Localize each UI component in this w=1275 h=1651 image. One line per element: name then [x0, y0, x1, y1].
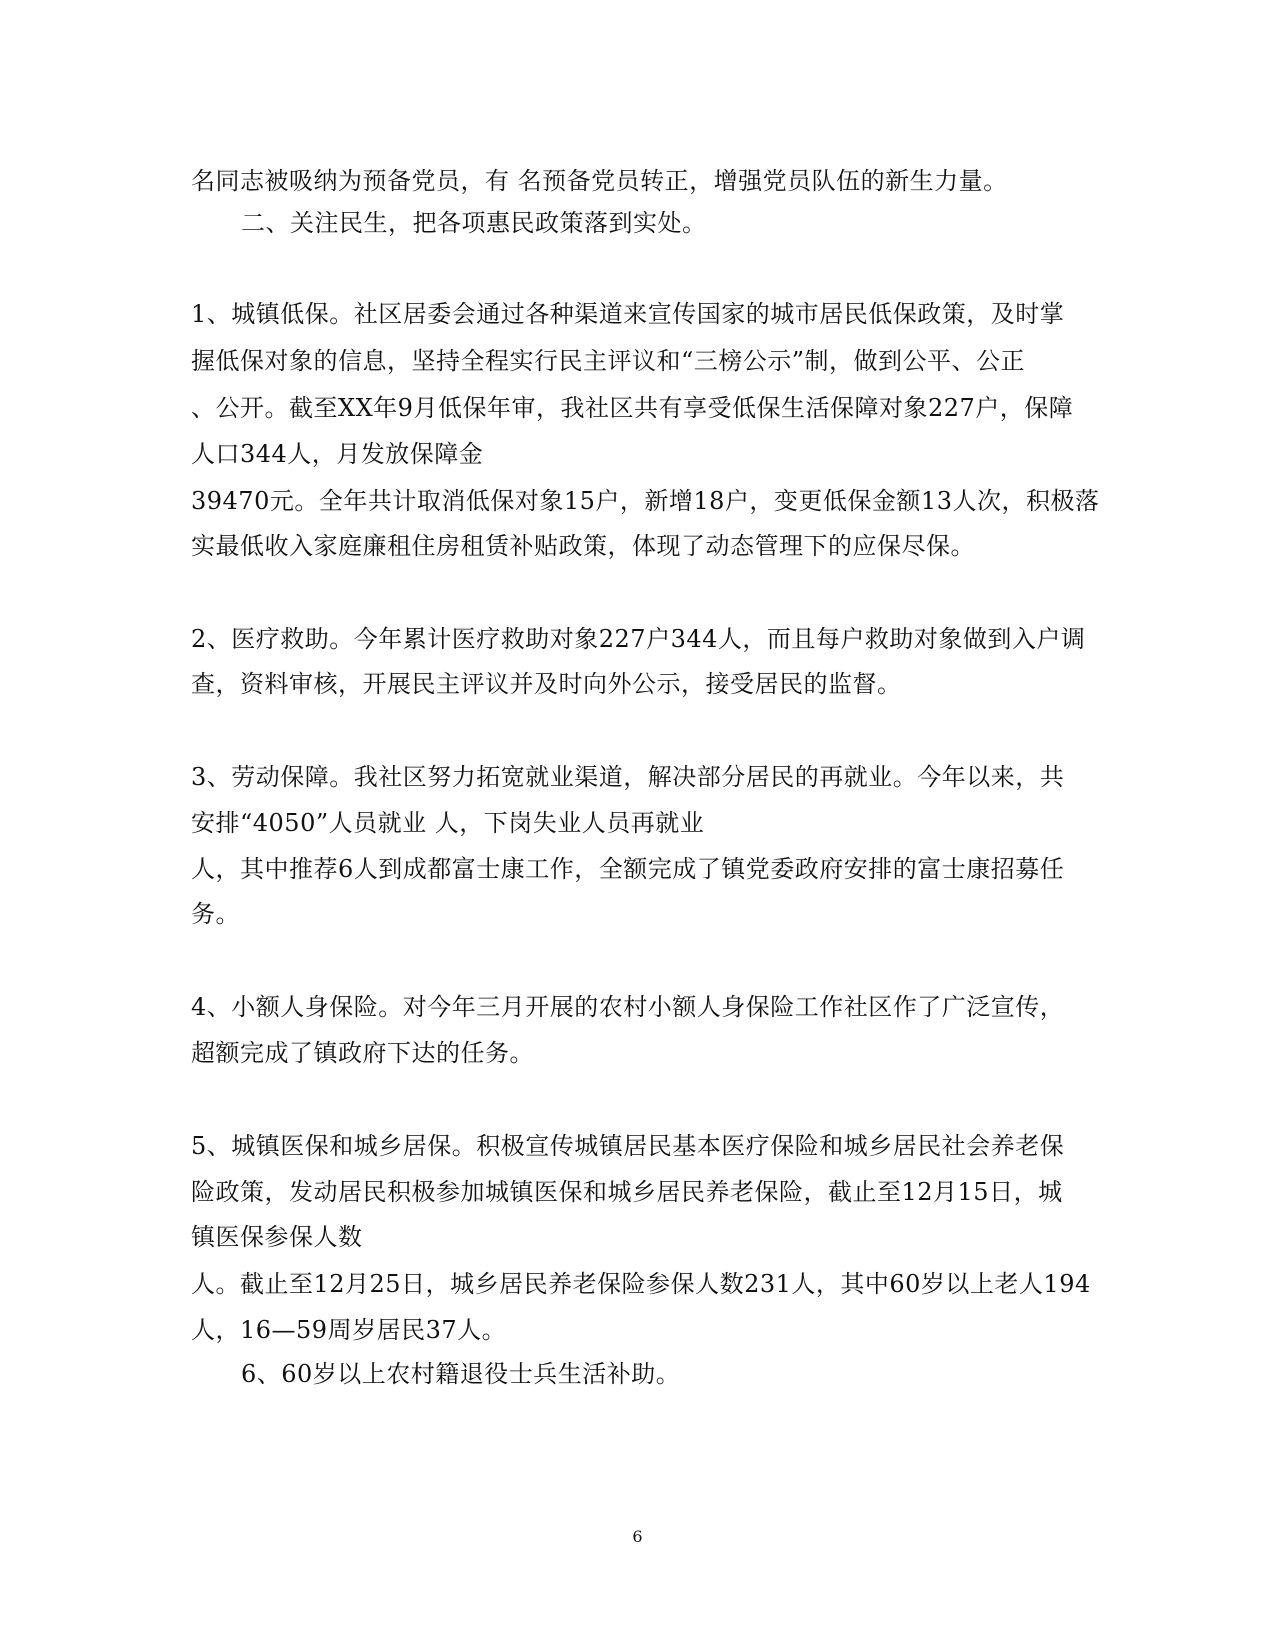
text-line: 人，16—59周岁居民37人。	[191, 1316, 507, 1344]
text-line: 险政策，发动居民积极参加城镇医保和城乡居民养老保险，截止至12月15日，城	[191, 1178, 1063, 1206]
text-line: 39470元。全年共计取消低保对象15户，新增18户，变更低保金额13人次，积极落	[191, 487, 1100, 515]
text-line: 3、劳动保障。我社区努力拓宽就业渠道，解决部分居民的再就业。今年以来，共	[191, 763, 1065, 791]
text-line: 实最低收入家庭廉租住房租赁补贴政策，体现了动态管理下的应保尽保。	[191, 532, 975, 560]
text-line: 名同志被吸纳为预备党员，有 名预备党员转正，增强党员队伍的新生力量。	[191, 167, 1008, 195]
text-line: 务。	[191, 900, 240, 928]
text-line: 4、小额人身保险。对今年三月开展的农村小额人身保险工作社区作了广泛宣传，	[191, 993, 1065, 1021]
text-line: 查，资料审核，开展民主评议并及时向外公示，接受居民的监督。	[191, 670, 902, 698]
text-line: 5、城镇医保和城乡居保。积极宣传城镇居民基本医疗保险和城乡居民社会养老保	[191, 1132, 1065, 1160]
page-number: 6	[632, 1527, 643, 1546]
text-line: 人，其中推荐6人到成都富士康工作，全额完成了镇党委政府安排的富士康招募任	[191, 855, 1065, 883]
text-line: 安排“4050”人员就业 人，下岗失业人员再就业	[191, 809, 705, 837]
text-line: 、公开。截至XX年9月低保年审，我社区共有享受低保生活保障对象227户，保障	[191, 394, 1074, 422]
section-heading: 二、关注民生，把各项惠民政策落到实处。	[241, 209, 707, 237]
text-line: 握低保对象的信息，坚持全程实行民主评议和“三榜公示”制，做到公平、公正	[191, 347, 1026, 375]
text-line: 超额完成了镇政府下达的任务。	[191, 1039, 534, 1067]
text-line: 1、城镇低保。社区居委会通过各种渠道来宣传国家的城市居民低保政策，及时掌	[191, 300, 1065, 328]
text-line: 2、医疗救助。今年累计医疗救助对象227户344人，而且每户救助对象做到入户调	[191, 625, 1086, 653]
text-line: 6、60岁以上农村籍退役士兵生活补助。	[241, 1360, 681, 1388]
text-line: 人。截止至12月25日，城乡居民养老保险参保人数231人，其中60岁以上老人194	[191, 1270, 1091, 1298]
text-line: 镇医保参保人数	[191, 1223, 363, 1251]
text-line: 人口344人，月发放保障金	[191, 440, 484, 468]
